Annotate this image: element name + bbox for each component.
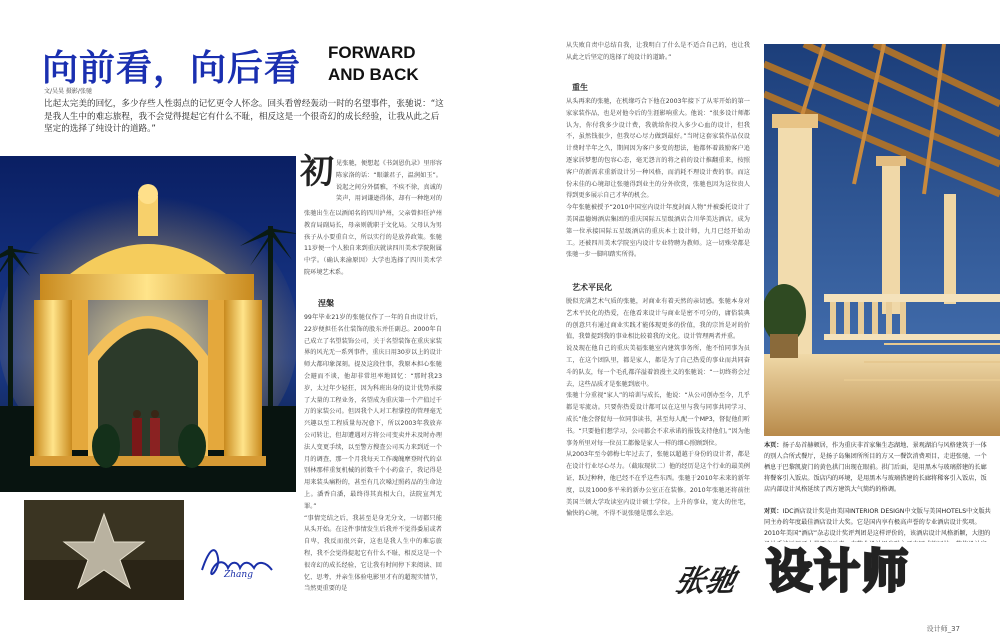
signature-text: Zhang [224,570,253,580]
column1-text: 张驰出生在以酒闻名的四川泸州，父亲曾担任泸州教育局副局长，母亲则就职于文化局。父母认为男孩子从小要重自立，所以实行的是放养政策。张驰11岁便一个人独自来到重庆就读四川美术学院附属中学。（确认来渝原因）大学也选择了四川美术学院环境艺术系。 [304,210,442,276]
column1-lead: 见张驰，便想起《书剑恩仇录》里形容陈家洛的话：“眼谦君子，温润如玉”。说起之间分外儒雅，不疾不徐，真诚的笑声，用词谦逊得体，却有一种绝对的 [336,160,442,203]
arch-photo [0,156,296,492]
arch-illustration [0,156,296,492]
intro-paragraph: 比起太完美的回忆，多少存些人性弱点的记忆更令人怀念。回头看曾经轰动一时的名望事件，张驰说：“这是我人生中的难忘旅程，我不会觉得提起它有什么不耻，相反这是一个很奇幻的成长经验，让我从此之后坚定的选择了纯设计的道路。” [44,99,444,134]
section-heading-rebirth: 重生 [572,83,588,92]
column3-art-text: 脱似充满艺术气质的张驰，对商业有着天然的亲切感。张驰本身对艺术平民化的热爱，在他看来设计与商业是密不可分的，庸俗装典的创意只有通过商业实践才能体现更多的价值，我的宗旨是对的价值，我曾提到我的事业相比较着我的文化。设计管理两者并重。 说及现在他自己的重庆美福张驰室内建筑事务所，他不怕同事为员工，在这个团队里，都是家人，都是为了自己热爱的事业而共同奋斗的队友，每一个毛孔都洋溢着浪漫主义的张驰说：“一切终将会过去，这些品质才是张驰到底中。 张驰十分重视“家人”的培训与成长，他说：“从公司创办至今，几乎都是零流动。只要你热爱设计都可以在这里与我与同事共同学习、成长”他会督促每一位同事读书，甚至每人配一个MP3，督促他们听书。“只要他们想学习，公司都会不求承诺的报钱支持他们。”因为他事务所里对每一位员工都像是家人一样的细心照顾到位。 从2003年至今韩梅七年过去了，张驰以超越于身份的设计者，都是在设计行业尽心尽力。（截取现状二）他的经历是这个行业的最美例证，跃过种种，他已经不在乎这些东西。张驰于2010年未来的新年度，以及1000多平米的新办公室正在装修。2010年张驰还将前往美国兰顿大学攻读室内设计硕士学位。上升的事业，宽大的住宅，愉快的心境，不得不说张驰是那么幸运。 [566,298,750,518]
page-number: 设计师_37 [926,625,960,633]
headline-english: FORWARD AND BACK [328,43,419,84]
magazine-logo-script: 张驰 [671,564,739,599]
section-heading-nirvana: 涅槃 [318,299,334,308]
caption1-text: 扬子岛首赫顿居，作为重庆非首家集生态湖地、景观湖泊与风格建筑于一体的别人合所式餐厅，是扬子岛集团所所目的方又一餐饮消费项目，走进张驰，一个栖息于巴黎凯旋门的黄色拱门出现在眼前。拱门后面，是用黑木与玻璃搭建的长廊将餐客引入饭店。饭店内的环境，是用黑木与玻璃搭建的长廊将稀客引入饭店，饭店内部设计风格延续了西方建筑大气简约的格调。 [764,442,987,493]
column3-rebirth-text: 从头再来的张驰，在机缘巧合下他在2003年接下了从零开始的第一家家装作品，也是对他今后的生涯影响重大。他说：“很多设计师都认为，你付我多少设计费，我就给你投入多少心血的设计，但我不，虽然钱很少，但我尽心尽力做到最好。”当时这套家装作品仅设计费时半年之久，期间因为客户多变的想法，他都怀着鼓励客户追逐家居梦想的包容心态，毫无怨言的将之前的设计推翻重来，按照客户的新需求重新设计另一种风格，而消耗不理设计费的事。而这份未佳的心境却让张驰得到业主的分外欣赏，张驰也因为这位贵人得到更多展示自己才华的机会。 今年张驰被授予“2010中国室内设计年度封面人物”并被委托设计了美国温德姆酒店集团的重庆国际五星级酒店合川华美达酒店。成为第一位承接国际五星级酒店的重庆本土设计师，九月已经开始动工。还被四川美术学院室内设计专业特聘为教师。这一切殊荣都是张驰一步一脚印踏实所得。 [566,98,750,259]
column2-text: 99年毕业21岁的张驰仅作了一年的自由设计后，22岁便担任名仕装饰的股东并任副总。2000年自己成立了名望装饰公司，关于名望装饰在重庆家装界的风光无一系列事件，重庆日用30岁以上的设计师大都印象深刻。提及这段往事，我原本担心张驰会避而不谈，他却非常坦率地回忆：“那时我23岁，太过年少轻狂，因为科班出身的设计优势承接了大量的工程业务，名望成为重庆第一个产值过千万的家装公司。但因我个人对工程掌控的管理毫无兴趣以至工程质量每况愈下，所以2003年我放弃公司转让，但却遭遇对方将公司变卖并未及时办理法人变更手续，以至警方搜查公司买力来到近一个月的调查，那一个月我每天工作魂魄摩登时代的卓别林那样重复机械的折数千个小药盒子，我记得是用来装头痛粉的，甚至有几次嗓过照药品的生命边上。潘香自潘，最终得其真相大白，法院宣判无罪。” “事情完结之后，我甚至是身无分文，一切都只能从头开始。在这件事情发生后我并不觉得委屈或者自卑，我反而很兴奋，这也是我人生中的难忘旅程，我不会觉得提起它有什么不耻，相反这是一个很奇幻的成长经验，它让我有时间停下来阅读、回忆、思考，并亲生体验电影里才有的超现实情节，当然更重要的是 [304,314,442,593]
designer-signature [196,540,292,584]
caption1-label: 本页： [764,442,783,449]
section-heading-art: 艺术平民化 [572,283,612,292]
byline: 文/吴昊 摄影/张驰 [44,88,92,95]
caption-this-page [764,440,992,500]
headline-chinese: 向前看，向后看 [42,48,302,89]
drop-cap: 初 [300,152,334,192]
column3-top-text: 从失败自责中总结自我，让我明白了什么是不适合自己的，也让我从此之后坚定的选择了纯设计的道路。” [566,42,750,61]
caption2-label: 对页： [764,508,783,515]
sculpture-photo [24,500,184,600]
caption2-text: IDC酒店设计奖是由美国INTERIOR DESIGN中文版与美国HOTELS中文版共同主办的年度最佳酒店设计大奖。它是国内享有极高声誉的专业酒店设计奖项。2010年美国“酒店”杂志设计奖评判团是这样评价的，该酒店设计风格新颖，大胆的 [764,508,991,537]
resort-photo [764,44,1000,436]
sculpture-illustration [24,500,184,600]
caption-opposite-page [764,506,992,542]
magazine-logo-block: 设计师 [766,544,910,598]
resort-illustration [764,44,1000,436]
